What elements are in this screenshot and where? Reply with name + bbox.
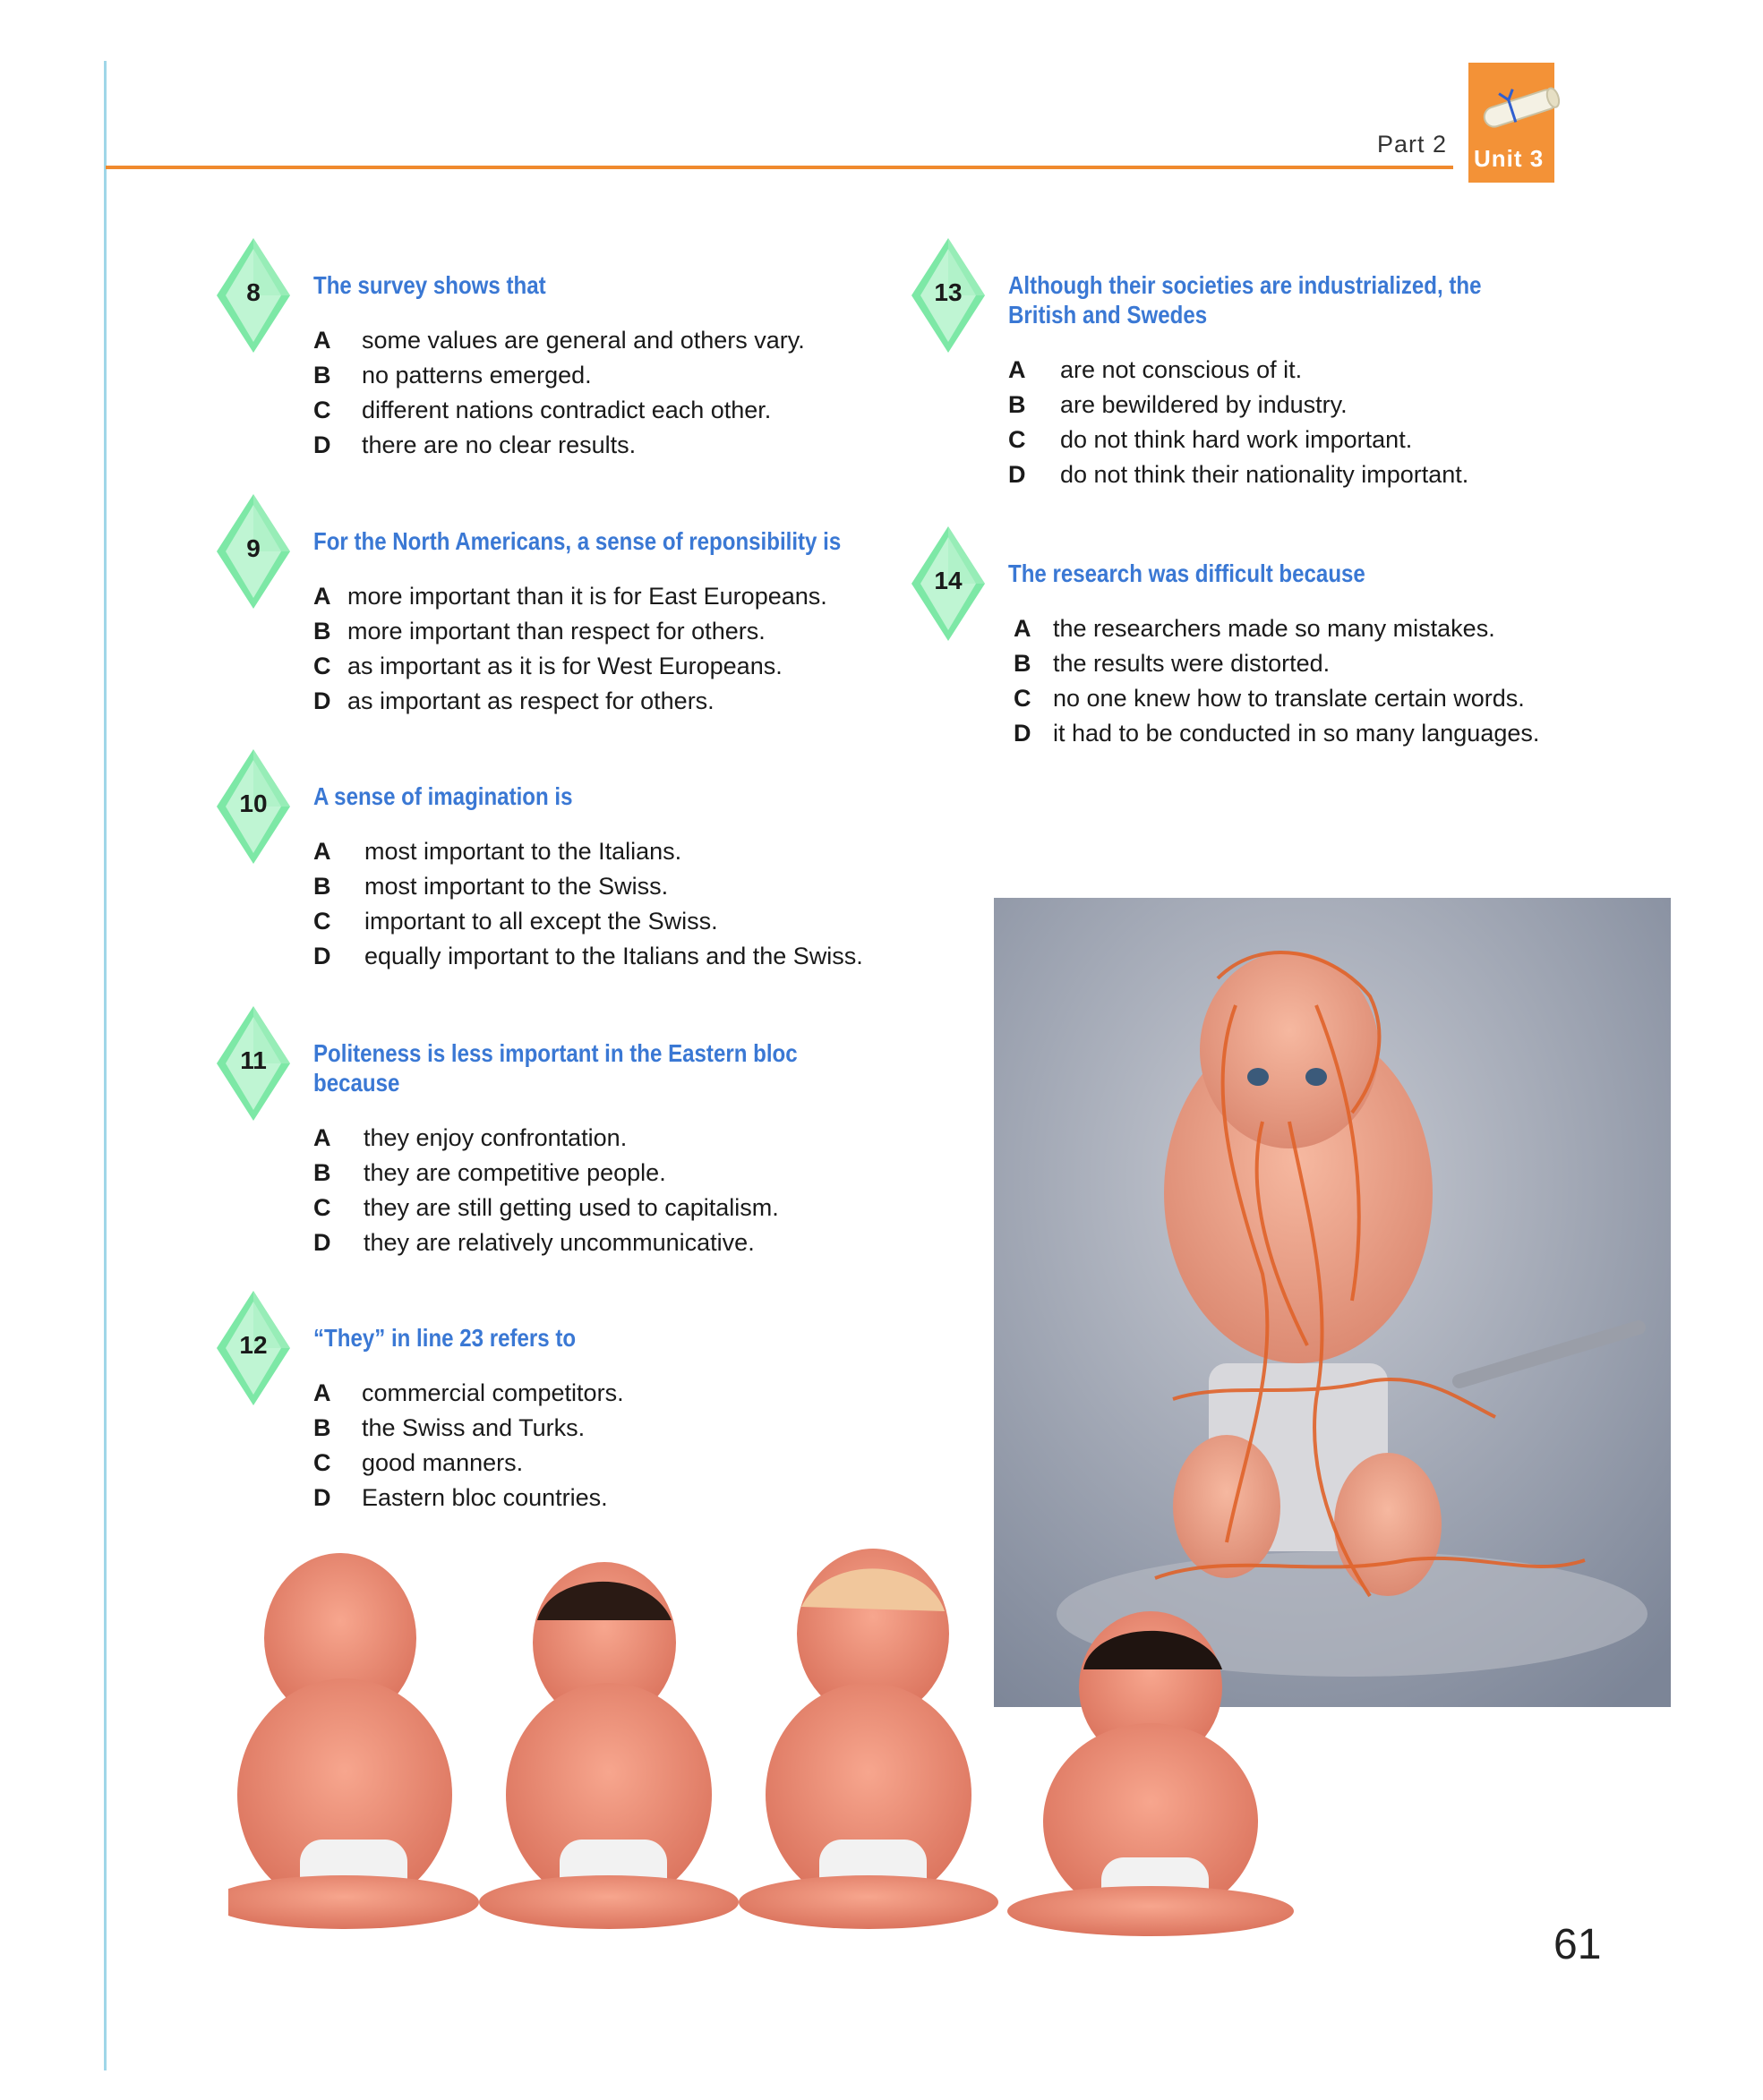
- option-d[interactable]: D do not think their nationality important.: [1008, 461, 1469, 488]
- option-b[interactable]: B more important than respect for others.: [313, 618, 766, 645]
- option-b[interactable]: B they are competitive people.: [313, 1159, 666, 1186]
- option-b[interactable]: B the results were distorted.: [1014, 650, 1331, 677]
- option-c[interactable]: C good manners.: [313, 1449, 524, 1476]
- page-number: 61: [1553, 1921, 1602, 1968]
- four-babies-photo: [228, 1535, 1339, 1947]
- option-a[interactable]: A some values are general and others vary.: [313, 327, 805, 354]
- option-d[interactable]: D it had to be conducted in so many languages.: [1014, 720, 1540, 747]
- question-11: [240, 1038, 877, 1260]
- question-stem: The research was difficult because: [1008, 559, 1365, 587]
- answer-options: [313, 1376, 624, 1515]
- question-stem: A sense of imagination is: [313, 782, 573, 810]
- question-stem: Politeness is less important in the Eastern bloc because: [313, 1039, 798, 1097]
- question-8: [246, 270, 805, 463]
- option-a[interactable]: A the researchers made so many mistakes.: [1014, 615, 1495, 642]
- question-number: 10: [239, 790, 268, 817]
- answer-options: [313, 1121, 877, 1260]
- answer-options: [313, 579, 927, 719]
- question-12: [239, 1323, 624, 1515]
- option-d[interactable]: D they are relatively uncommunicative.: [313, 1229, 755, 1256]
- answer-options: [313, 834, 863, 974]
- option-a[interactable]: A most important to the Italians.: [313, 838, 682, 865]
- option-b[interactable]: B most important to the Swiss.: [313, 873, 669, 900]
- question-9: [246, 526, 927, 719]
- question-14: [934, 559, 1540, 751]
- option-c[interactable]: C no one knew how to translate certain words.: [1014, 685, 1525, 712]
- option-a[interactable]: A they enjoy confrontation.: [313, 1124, 628, 1151]
- option-a[interactable]: A commercial competitors.: [313, 1379, 624, 1406]
- question-stem: “They” in line 23 refers to: [313, 1324, 577, 1352]
- option-c[interactable]: C do not think hard work important.: [1008, 426, 1413, 453]
- option-d[interactable]: D equally important to the Italians and the Swiss.: [313, 943, 863, 969]
- option-d[interactable]: D Eastern bloc countries.: [313, 1484, 608, 1511]
- header-rule: [106, 166, 1453, 169]
- option-b[interactable]: B the Swiss and Turks.: [313, 1414, 586, 1441]
- answer-options: [1014, 611, 1539, 751]
- option-b[interactable]: B no patterns emerged.: [313, 362, 592, 388]
- question-number: 12: [239, 1331, 268, 1359]
- question-stem: Although their societies are industrialized, the British and Swedes: [1008, 271, 1482, 329]
- option-c[interactable]: C as important as it is for West Europeans.: [313, 653, 783, 679]
- option-c[interactable]: C different nations contradict each other.: [313, 397, 772, 423]
- option-a[interactable]: A more important than it is for East Europeans.: [313, 583, 827, 610]
- question-number: 9: [246, 534, 261, 562]
- option-a[interactable]: A are not conscious of it.: [1008, 356, 1303, 383]
- question-stem: The survey shows that: [313, 271, 546, 299]
- answer-options: [313, 323, 805, 463]
- option-d[interactable]: D as important as respect for others.: [313, 687, 715, 714]
- option-c[interactable]: C they are still getting used to capitalism.: [313, 1194, 779, 1221]
- question-number: 11: [240, 1046, 267, 1074]
- question-number: 14: [934, 567, 963, 594]
- diploma-scroll-icon: [1476, 81, 1565, 134]
- question-number: 13: [934, 278, 963, 306]
- part-label: Part 2: [1377, 131, 1448, 158]
- question-number: 8: [246, 278, 261, 306]
- option-c[interactable]: C important to all except the Swiss.: [313, 908, 718, 935]
- answer-options: [1008, 353, 1559, 492]
- unit-tab: [1468, 63, 1554, 183]
- question-10: [239, 781, 863, 974]
- option-d[interactable]: D there are no clear results.: [313, 431, 637, 458]
- question-stem: For the North Americans, a sense of reponsibility is: [313, 527, 842, 555]
- unit-label: Unit 3: [1474, 145, 1545, 172]
- question-13: [934, 270, 1559, 492]
- option-b[interactable]: B are bewildered by industry.: [1008, 391, 1348, 418]
- left-margin-rule: [104, 61, 107, 2070]
